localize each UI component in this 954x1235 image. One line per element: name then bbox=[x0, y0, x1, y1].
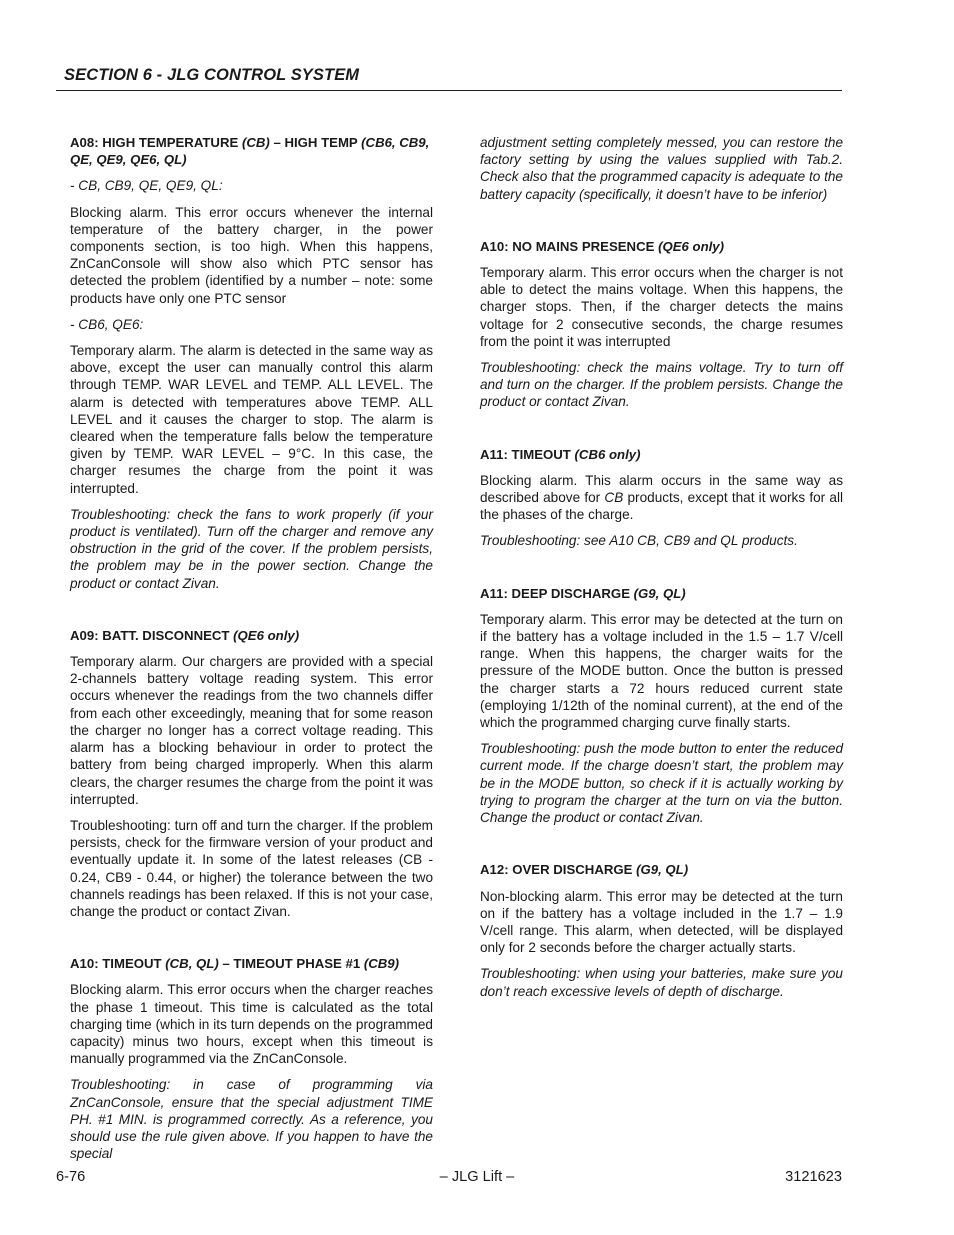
a09-paragraph-2: Troubleshooting: turn off and turn the charger. If the problem persists, check for the firmware version of your product and eventually update it. In some of the latest releases (CB - 0.24, CB9 - 0.44, or higher) the tolerance between the two channels readings has been relaxed. If this is not your case, change the product or contact Zivan. bbox=[70, 817, 433, 919]
a09-heading: A09: BATT. DISCONNECT (QE6 only) bbox=[70, 627, 300, 643]
a08-troubleshooting: Troubleshooting: check the fans to work properly (if your product is ventilated). Turn off the charger and remove any obstruction in the grid of the cover. If the problem persists, the problem may be in the power section. Change the product or contact Zivan. bbox=[70, 506, 433, 591]
a10-mains-heading: A10: NO MAINS PRESENCE (QE6 only) bbox=[480, 238, 725, 254]
a08-heading: A08: HIGH TEMPERATURE (CB) – HIGH TEMP (CB6, CB9, QE, QE9, QE6, QL) bbox=[70, 135, 430, 168]
a11-timeout-paragraph: Blocking alarm. This alarm occurs in the same way as described above for CB products, except that it works for all the phases of the charge. bbox=[480, 472, 843, 523]
a09-paragraph-1: Temporary alarm. Our chargers are provided with a special 2-channels battery voltage reading system. This error occurs whenever the readings from the two channels differ from each other exceedingly, meaning that for some reason the charger no longer has a correct voltage reading. This alarm has a blocking behaviour in order to protect the battery from being charged improperly. When this alarm clears, the charger resumes the charge from the point it was interrupted. bbox=[70, 654, 433, 807]
a12-paragraph: Non-blocking alarm. This error may be detected at the turn on if the battery has a voltage included in the 1.7 – 1.9 V/cell range. This alarm, when detected, will be displayed only for 2 seconds before the charger actually starts. bbox=[480, 888, 843, 956]
a08-bullet-cb: - CB, CB9, QE, QE9, QL: bbox=[70, 178, 223, 194]
a10-timeout-troubleshooting: Troubleshooting: in case of programming via ZnCanConsole, ensure that the special adjustment TIME PH. #1 MIN. is programmed correctly. As a reference, you should use the rule given above. If you happen to have the special bbox=[70, 1077, 433, 1162]
a11-deep-paragraph: Temporary alarm. This error may be detected at the turn on if the battery has a voltage included in the 1.5 – 1.7 V/cell range. When this happens, the charger waits for the pressure of the MODE button. Once the button is pressed the charger starts a 72 hours reduced current state (employing 1/12th of the nominal current), at the end of the which the programmed charging curve finally starts. bbox=[480, 611, 843, 731]
a12-heading: A12: OVER DISCHARGE (G9, QL) bbox=[480, 862, 689, 878]
a11-deep-troubleshooting: Troubleshooting: push the mode button to enter the reduced current mode. If the charge doesn’t start, the problem may be in the MODE button, so check if it is actually working by trying to program the charger at the turn on via the button. Change the product or contact Zivan. bbox=[480, 741, 843, 826]
a10-mains-troubleshooting: Troubleshooting: check the mains voltage. Try to turn off and turn on the charger. If the problem persists. Change the product or contact Zivan. bbox=[480, 360, 843, 410]
document-number: 3121623 bbox=[785, 1169, 842, 1185]
header-rule bbox=[56, 90, 842, 91]
right-column bbox=[480, 134, 843, 1009]
a10-timeout-paragraph: Blocking alarm. This error occurs when the charger reaches the phase 1 timeout. This time is calculated as the total charging time (which in its turn depends on the programmed capacity) minus two hours, except when this timeout is manually programmed via the ZnCanConsole. bbox=[70, 982, 433, 1067]
a12-troubleshooting: Troubleshooting: when using your batteries, make sure you don’t reach excessive levels of depth of discharge. bbox=[480, 966, 843, 999]
page-number: 6-76 bbox=[56, 1169, 86, 1185]
a10-troubleshooting-continued: adjustment setting completely messed, you can restore the factory setting by using the values supplied with Tab.2. Check also that the programmed capacity is adequate to the battery capacity (specifically, it doesn’t have to be inferior) bbox=[480, 135, 843, 202]
section-header: SECTION 6 - JLG CONTROL SYSTEM bbox=[64, 66, 360, 84]
left-column bbox=[70, 134, 433, 1171]
a08-paragraph-1: Blocking alarm. This error occurs whenever the internal temperature of the battery charger, in the power components section, is too high. When this happens, ZnCanConsole will show also which PTC sensor has detected the problem (identified by a number – note: some products have only one PTC sensor bbox=[70, 204, 433, 306]
a08-bullet-cb6: - CB6, QE6: bbox=[70, 316, 144, 332]
a11-timeout-troubleshooting: Troubleshooting: see A10 CB, CB9 and QL products. bbox=[480, 533, 798, 549]
footer-center: – JLG Lift – bbox=[439, 1169, 515, 1185]
a11-deep-heading: A11: DEEP DISCHARGE (G9, QL) bbox=[480, 585, 686, 601]
a08-paragraph-2: Temporary alarm. The alarm is detected in the same way as above, except the user can manually control this alarm through TEMP. WAR LEVEL and TEMP. ALL LEVEL. The alarm is detected with temperatures above TEMP. ALL LEVEL and it causes the charger to stop. The alarm is cleared when the temperature falls below the temperature given by TEMP. WAR LEVEL – 9°C. In this case, the charger resumes the charge from the point it was interrupted. bbox=[70, 343, 433, 496]
a10-mains-paragraph: Temporary alarm. This error occurs when the charger is not able to detect the mains voltage. When this happens, the charger stops. Then, if the charger detects the mains voltage for 2 consecutive seconds, the charge resumes from the point it was interrupted bbox=[480, 265, 843, 349]
a11-timeout-heading: A11: TIMEOUT (CB6 only) bbox=[480, 446, 641, 462]
a10-timeout-heading: A10: TIMEOUT (CB, QL) – TIMEOUT PHASE #1 (CB9) bbox=[70, 956, 400, 972]
